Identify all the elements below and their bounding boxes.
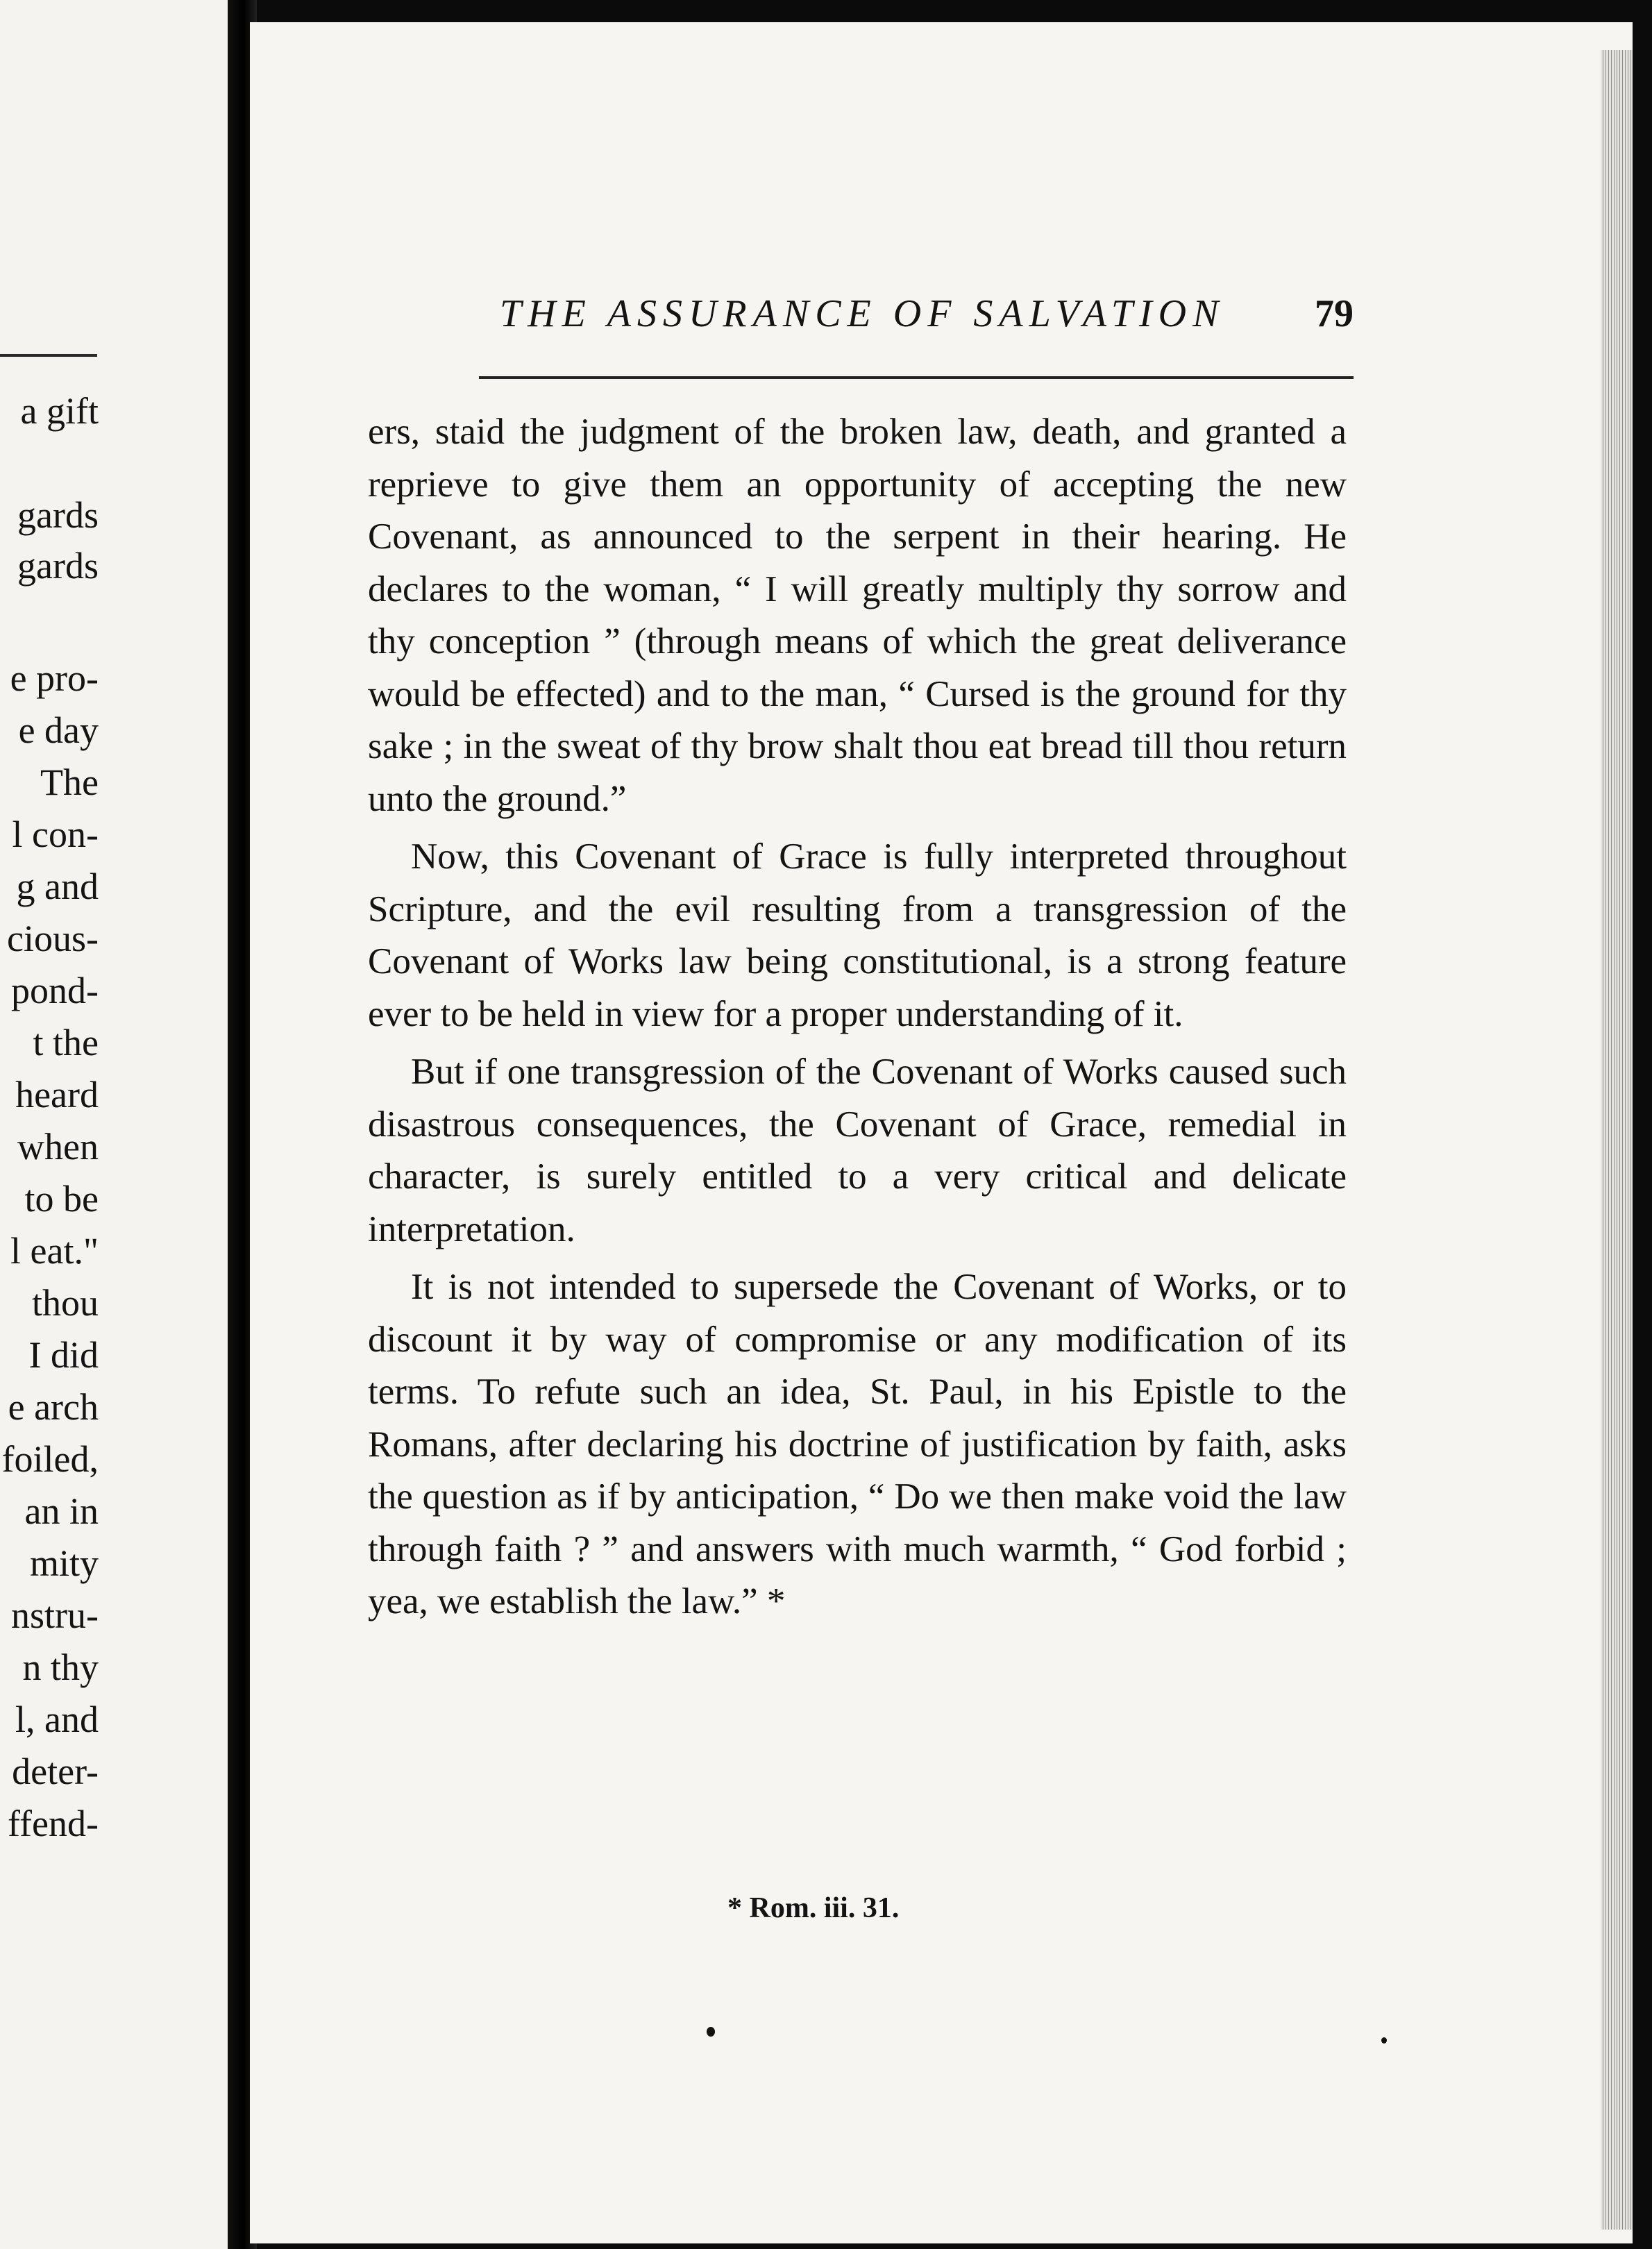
- paragraph: But if one transgression of the Covenant of Works caused such disastrous consequences, the Covenant of Grace, remedial in character, is surely entitled to a very critical and delicate interpretation.: [368, 1052, 1347, 1249]
- facing-page-line: nstru-: [11, 1594, 99, 1636]
- facing-page-line: t the: [33, 1022, 99, 1063]
- facing-page-line: l eat.": [10, 1230, 99, 1272]
- facing-page-line: pond-: [11, 970, 99, 1011]
- paragraph: ers, staid the judgment of the broken law, death, and granted a reprieve to give them an opportunity of accepting the new Covenant, as announced to the serpent in their hearing. He declares to the woman, “ I will greatly multiply thy sorrow and thy conception ” (through means of which the great deliverance would be effected) and to the man, “ Cursed is the ground for thy sake ; in the sweat of thy brow shalt thou eat bread till thou return unto the ground.”: [368, 412, 1347, 819]
- facing-page-line: when: [17, 1126, 99, 1168]
- facing-page-line: e pro-: [10, 657, 99, 699]
- facing-page-line: ffend-: [8, 1803, 99, 1844]
- footnote: * Rom. iii. 31.: [727, 1892, 900, 1924]
- facing-page-line: deter-: [12, 1751, 99, 1792]
- facing-page-line: e day: [18, 709, 99, 751]
- facing-page-line: an in: [24, 1490, 99, 1532]
- header-rule: [479, 376, 1354, 379]
- body-text: [368, 406, 1347, 1628]
- facing-page-line: e arch: [8, 1386, 99, 1428]
- facing-page-line: cious-: [7, 918, 99, 959]
- page-header: [500, 292, 1354, 347]
- paragraph: It is not intended to supersede the Covenant of Works, or to discount it by way of compromise or any modification of its terms. To refute such an idea, St. Paul, in his Epistle to the Romans, after declaring his doctrine of justification by faith, asks the question as if by anticipation, “ Do we then make void the law through faith ? ” and answers with much warmth, “ God forbid ; yea, we establish the law.” *: [368, 1267, 1347, 1622]
- facing-page-line: n thy: [22, 1646, 99, 1688]
- facing-page-line: thou: [31, 1282, 99, 1324]
- facing-page-line: gards: [17, 494, 99, 536]
- facing-page-line: gards: [17, 545, 99, 587]
- ink-speck: [1381, 2037, 1387, 2044]
- page-number: 79: [1315, 292, 1354, 335]
- facing-page-rule: [0, 354, 97, 357]
- facing-page-line: The: [40, 761, 99, 803]
- paragraph: Now, this Covenant of Grace is fully interpreted throughout Scripture, and the evil resulting from a transgression of the Covenant of Works law being constitutional, is a strong feature ever to be held in view for a proper understanding of it.: [368, 836, 1347, 1034]
- facing-page-line: to be: [24, 1178, 99, 1220]
- page-edge-stack: [1601, 50, 1633, 2230]
- facing-page-line: l, and: [15, 1699, 99, 1740]
- facing-page-line: g and: [16, 866, 99, 907]
- facing-page-left: [0, 0, 228, 2249]
- facing-page-line: heard: [15, 1074, 99, 1115]
- facing-page-line: a gift: [20, 390, 99, 432]
- ink-speck: [707, 2027, 715, 2037]
- facing-page-line: l con-: [12, 814, 99, 855]
- facing-page-line: foiled,: [1, 1438, 99, 1480]
- facing-page-line: I did: [28, 1334, 99, 1376]
- running-title: THE ASSURANCE OF SALVATION: [500, 292, 1225, 335]
- facing-page-line: mity: [29, 1542, 99, 1584]
